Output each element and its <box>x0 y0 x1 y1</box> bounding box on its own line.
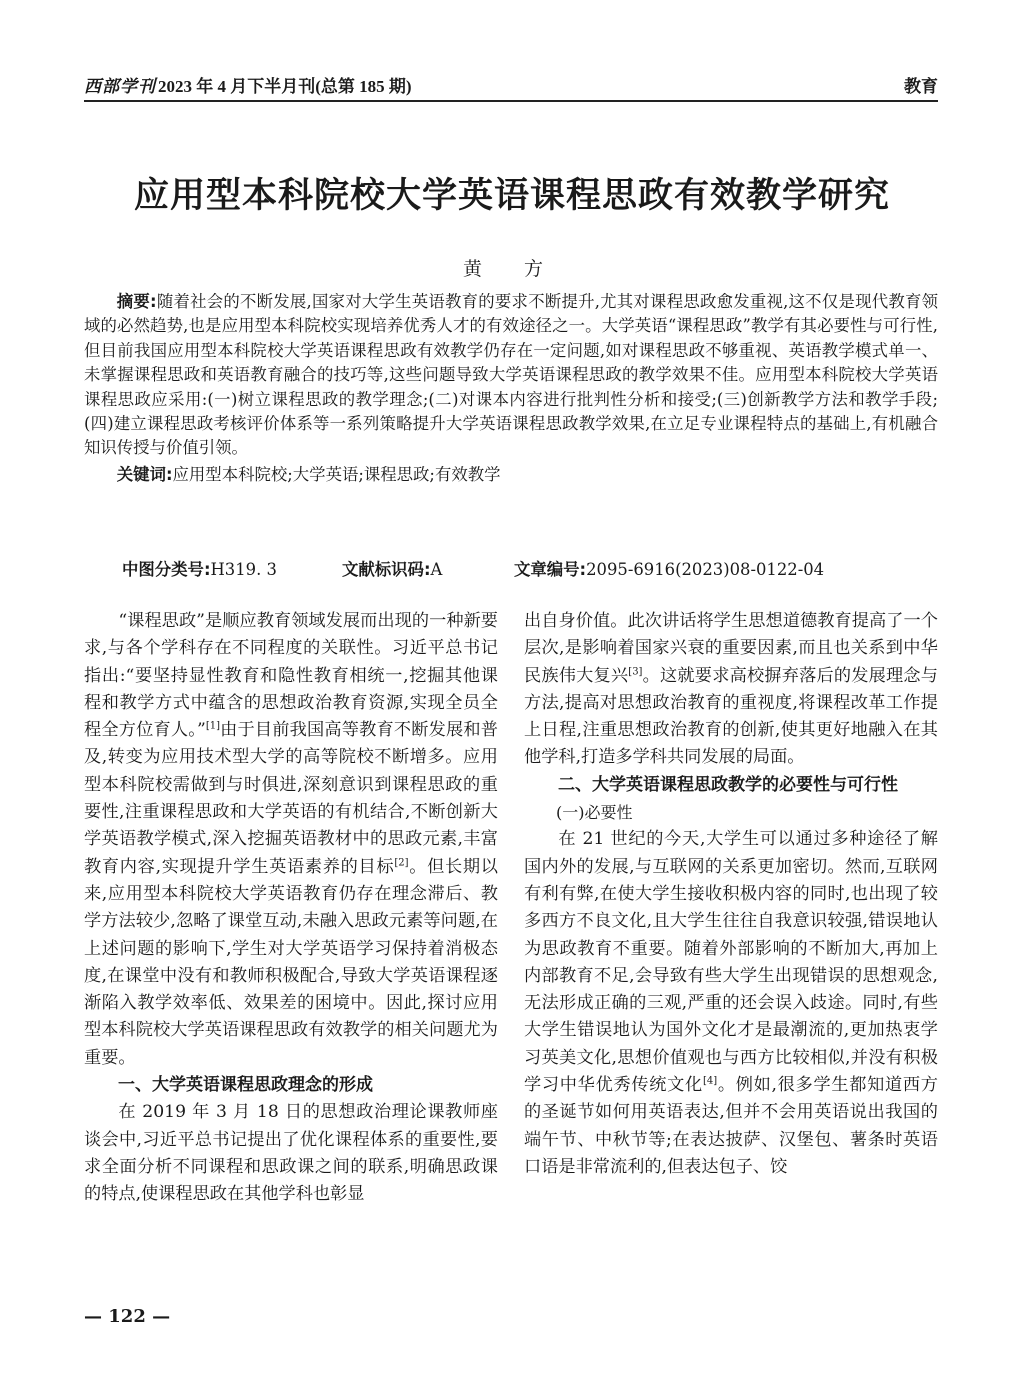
abstract-text: 随着社会的不断发展,国家对大学生英语教育的要求不断提升,尤其对课程思政愈发重视,这不仅是现代教育领域的必然趋势,也是应用型本科院校实现培养优秀人才的有效途径之一。大学英语“课程思政”教学有其必要性与可行性,但目前我国应用型本科院校大学英语课程思政有效教学仍存在一定问题,如对课程思政不够重视、英语教学模式单一、未掌握课程思政和英语教育融合的技巧等,这些问题导致大学英语课程思政的教学效果不佳。应用型本科院校大学英语课程思政应采用:(一)树立课程思政的教学理念;(二)对课本内容进行批判性分析和接受;(三)创新教学方法和教学手段;(四)建立课程思政考核评价体系等一系列策略提升大学英语课程思政教学效果,在立足专业课程特点的基础上,有机融合知识传授与价值引领。 <box>84 292 938 458</box>
article-meta <box>122 556 922 580</box>
issue-info: 2023 年 4 月下半月刊(总第 185 期) <box>158 77 412 96</box>
citation: [4] <box>702 1075 718 1087</box>
article-no-value: 2095-6916(2023)08-0122-04 <box>586 560 825 579</box>
section-heading: 一、大学英语课程思政理念的形成 <box>118 1075 373 1096</box>
header-rule <box>84 100 938 102</box>
citation: [1] <box>205 720 220 732</box>
left-column <box>84 608 498 1209</box>
author-name: 黄 方 <box>462 258 562 280</box>
paragraph: 在 21 世纪的今天,大学生可以通过多种途径了解国内外的发展,与互联网的关系更加密切。然而,互联网有利有弊,在使大学生接收积极内容的同时,也出现了较多西方不良文化,且大学生往往自我意识较强,错误地认为思政教育不重要。随着外部影响的不断加大,再加上内部教育不足,会导致有些大学生出现错误的思想观念,无法形成正确的三观,严重的还会误入歧途。同时,有些大学生错误地认为国外文化才是最潮流的,更加热衷学习英美文化,思想价值观也与西方比较相似,并没有积极学习中华优秀传统文化[4]。例如,很多学生都知道西方的圣诞节如何用英语表达,但并不会用英语说出我国的端午节、中秋节等;在表达披萨、汉堡包、薯条时英语口语是非常流利的,但表达包子、饺 <box>524 829 938 1177</box>
citation: [2] <box>394 856 409 868</box>
keywords-label: 关键词: <box>116 464 173 484</box>
page-number: — 122 — <box>84 1306 171 1327</box>
doc-code-label: 文献标识码: <box>342 560 431 579</box>
citation: [3] <box>628 665 643 677</box>
paragraph: “课程思政”是顺应教育领域发展而出现的一种新要求,与各个学科存在不同程度的关联性。习近平总书记指出:“要坚持显性教育和隐性教育相统一,挖掘其他课程和教学方式中蕴含的思想政治教育资源,实现全员全程全方位育人。”[1]由于目前我国高等教育不断发展和普及,转变为应用技术型大学的高等院校不断增多。应用型本科院校需做到与时俱进,深刻意识到课程思政的重要性,注重课程思政和大学英语的有机结合,不断创新大学英语教学模式,深入挖掘英语教材中的思政元素,丰富教育内容,实现提升学生英语素养的目标[2]。但长期以来,应用型本科院校大学英语教育仍存在理念滞后、教学方法较少,忽略了课堂互动,未融入思政元素等问题,在上述问题的影响下,学生对大学英语学习保持着消极态度,在课堂中没有和教师积极配合,导致大学英语课程逐渐陷入教学效率低、效果差的困境中。因此,探讨应用型本科院校大学英语课程思政有效教学的相关问题尤为重要。 <box>84 611 498 1068</box>
right-column <box>524 608 938 1181</box>
classification-label: 中图分类号: <box>122 560 211 579</box>
classification-value: H319. 3 <box>210 560 277 579</box>
keywords-line <box>84 463 938 487</box>
journal-brand: 西部学刊 <box>84 77 156 96</box>
doc-code-value: A <box>430 560 443 579</box>
section-label: 教育 <box>904 77 938 97</box>
subsection-heading: (一)必要性 <box>556 803 633 823</box>
abstract <box>84 290 938 487</box>
running-header <box>84 72 938 98</box>
abstract-label: 摘要: <box>116 292 157 311</box>
article-no-label: 文章编号: <box>514 560 587 579</box>
journal-info <box>84 72 412 97</box>
section-heading: 二、大学英语课程思政教学的必要性与可行性 <box>558 774 898 795</box>
paragraph: 出自身价值。此次讲话将学生思想道德教育提高了一个层次,是影响着国家兴衰的重要因素,而且也关系到中华民族伟大复兴[3]。这就要求高校摒弃落后的发展理念与方法,提高对思想政治教育的重视度,将课程改革工作提上日程,注重思想政治教育的创新,使其更好地融入在其他学科,打造多学科共同发展的局面。 <box>524 611 938 768</box>
article-title: 应用型本科院校大学英语课程思政有效教学研究 <box>133 175 890 216</box>
keywords-text: 应用型本科院校;大学英语;课程思政;有效教学 <box>172 464 501 484</box>
paragraph: 在 2019 年 3 月 18 日的思想政治理论课教师座谈会中,习近平总书记提出了优化课程体系的重要性,要求全面分析不同课程和思政课之间的联系,明确思政课的特点,使课程思政在其他学科也彰显 <box>84 1102 498 1205</box>
